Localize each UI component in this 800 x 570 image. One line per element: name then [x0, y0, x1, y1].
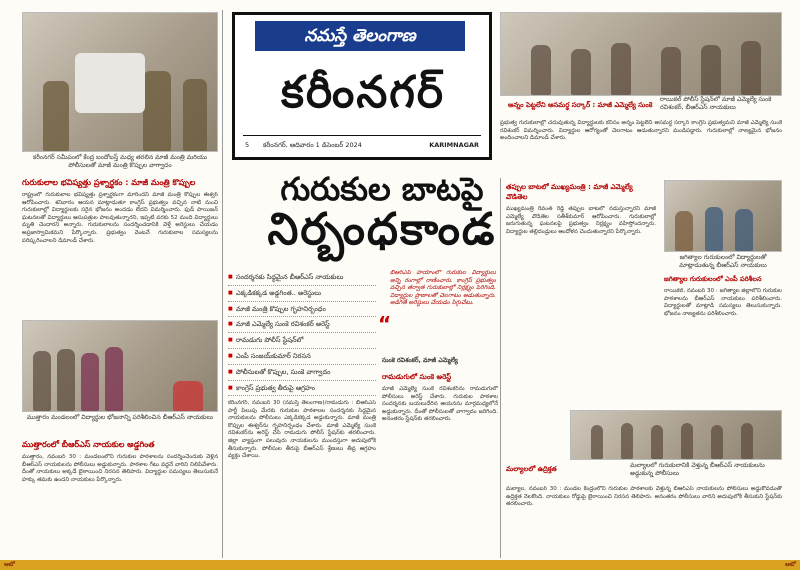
bullet-item: ■ సందర్శనకు సిద్ధమైన బీఆర్ఎస్ నాయకులు: [228, 270, 376, 286]
quote-mark: “: [378, 312, 392, 336]
column-rule-left: [222, 10, 223, 558]
photo-caption-top-right: రాయికల్ పోలీస్ స్టేషన్‌లో మాజీ ఎమ్మెల్యే సుంకె రవిశంకర్, బీఆర్ఎస్ నాయకులు: [660, 96, 772, 111]
footer-left-text: ఆటో: [4, 561, 16, 568]
headline-bottom-right: మల్యాలలో ఉద్రిక్తత: [506, 465, 557, 473]
headline-left-1: గురుకులాల భవిష్యత్తు ప్రశ్నార్థకం : మాజీ మంత్రి కొప్పుల: [22, 178, 196, 187]
headline-mid-right-2: జగిత్యాల గురుకులంలో ఎంపీ పరిశీలన: [664, 275, 762, 283]
paper-title: నమస్తే తెలంగాణ: [255, 21, 465, 51]
date-text: కరీంనగర్, ఆదివారం 1 డిసెంబర్ 2024: [263, 141, 362, 149]
footer-right-text: ఆటో: [784, 561, 796, 568]
body-right-1: ప్రభుత్వ గురుకులాల్లో చదువుతున్న విద్యార్థులకు కనీసం అన్నం పెట్టలేని అసమర్థ సర్కార్ కాంగ్రెస్ ప్రభుత్వమని మాజీ ఎమ్మెల్యే సుంకె రవిశంకర్ విమర్శించారు. విద్యార్థుల ఆరోగ్యంతో చెలగాటం ఆడుతున్నారని మండిపడ్డారు. గురుకులాల్లో నాణ్యమైన భోజనం అందించాలని డిమాండ్ చేశారు.: [500, 120, 782, 142]
body-left-1: రాష్ట్రంలో గురుకులాల భవిష్యత్తు ప్రశ్నార్థకంగా మారిందని మాజీ మంత్రి కొప్పుల ఈశ్వర్ ఆరోపించారు. శనివారం ఆయన మాట్లాడుతూ కాంగ్రెస్ ప్రభుత్వం వచ్చిన నాటి నుంచి గురుకులాల్లో విద్యార్థులకు సరైన భోజనం అందడం లేదని విమర్శించారు. ఫుడ్ పాయిజన్ ఘటనలతో విద్యార్థులు ఆసుపత్రుల పాలవుతున్నారని, ఇప్పటి వరకు 52 మంది విద్యార్థులు మృతి చెందారని అన్నారు. గురుకులాలను సందర్శించడానికి వెళ్తే అరెస్టులు చేయడం అప్రజాస్వామికమని పేర్కొన్నారు. ప్రభుత్వం వెంటనే గురుకులాల సమస్యలను పరిష్కరించాలని డిమాండ్ చేశారు.: [22, 192, 218, 244]
body-right-4: మల్యాల, నవంబర్ 30 : మండల కేంద్రంలోని గురుకుల పాఠశాలకు వెళ్తున్న బీఆర్ఎస్ నాయకులను పోలీసులు అడ్డుకోవడంతో ఉద్రిక్తత నెలకొంది. నాయకులు రోడ్డుపై బైఠాయించి నిరసన తెలిపారు. అనంతరం పోలీసులు వారిని అదుపులోకి తీసుకుని స్టేషన్‌కు తరలించారు.: [506, 486, 782, 508]
date-line: [243, 135, 481, 153]
body-right-3: రాయికల్, నవంబర్ 30 : జగిత్యాల జిల్లాలోని గురుకుల పాఠశాలను బీఆర్ఎస్ నాయకులు పరిశీలించారు. విద్యార్థులతో మాట్లాడి సమస్యలు తెలుసుకున్నారు. భోజనం నాణ్యతను పరిశీలించారు.: [664, 288, 782, 317]
headline-top-right: అన్నం పెట్టలేని అసమర్థ సర్కార్ : మాజీ ఎమ్మెల్యే సుంకె: [508, 101, 653, 109]
photo-caption-left-2: ముత్తారం మండలంలో విద్యార్థుల భోజనాన్ని పరిశీలించిన బీఆర్ఎస్ నాయకులు: [26, 414, 214, 421]
photo-jagtial-gurukul: [664, 180, 782, 252]
bullet-item: ■ మాజీ మంత్రి కొప్పుల గృహనిర్బంధం: [228, 302, 376, 318]
bullet-item: ■ ఎక్కడికక్కడ అడ్డగింత.. అరెస్టులు: [228, 286, 376, 302]
masthead: [232, 12, 492, 160]
column-rule-right: [500, 178, 501, 558]
bullet-item: ■ మాజీ ఎమ్మెల్యే సుంకె రవిశంకర్ అరెస్ట్: [228, 317, 376, 333]
bullet-item: ■ పోలీసులతో కొప్పుల, సుంకె వాగ్వాదం: [228, 365, 376, 381]
bullet-item: ■ రామడుగు పోలీస్ స్టేషన్‌లో: [228, 333, 376, 349]
quote-attribution: సుంకె రవిశంకర్, మాజీ ఎమ్మెల్యే: [382, 357, 458, 364]
main-headline-line2: నిర్బంధకాండ: [267, 204, 497, 255]
photo-malyal-police: [570, 410, 782, 460]
photo-caption-top-left: కరీంనగర్ సమీపంలో కేంద్ర బందోబస్త్ మధ్య తరలిన మాజీ మంత్రి మరియు పోలీసులతో మాజీ మంత్రి కొప్పుల వాగ్వాదం: [32, 154, 208, 169]
summary-bullets: [228, 270, 376, 396]
headline-left-2: ముత్తారంలో బీఆర్ఎస్ నాయకుల అడ్డగింత: [22, 440, 155, 449]
bullet-item: ■ కాంగ్రెస్ ప్రభుత్వ తీరుపై ఆగ్రహం: [228, 381, 376, 397]
quote-text: బీఆర్ఎస్ హయాంలో గురుకుల విద్యార్థులు అన్ని రంగాల్లో రాణించారు. కాంగ్రెస్ ప్రభుత్వం వచ్చిన తర్వాత గురుకులాల్లో నిర్లక్ష్యం పెరిగింది. విద్యార్థుల ప్రాణాలతో చెలగాటం ఆడుతున్నారు. అడిగితే అరెస్టులు చేయడం సిగ్గుచేటు.: [390, 270, 496, 307]
city-english: KARIMNAGAR: [429, 141, 479, 149]
photo-police-escort: [22, 12, 218, 152]
photo-muttaram: [22, 320, 218, 412]
body-right-2: ముఖ్యమంత్రి రేవంత్ రెడ్డి తప్పుల బాటలో నడుస్తున్నారని మాజీ ఎమ్మెల్యే వొడితెల సతీశ్‌కుమార్ ఆరోపించారు. గురుకులాల్లో జరుగుతున్న ఘటనలపై ప్రభుత్వం నిర్లక్ష్యం వహిస్తోందన్నారు. విద్యార్థుల తల్లిదండ్రులు ఆందోళన చెందుతున్నారని పేర్కొన్నారు.: [506, 206, 656, 235]
page-number: 5: [245, 141, 250, 149]
photo-caption-mid-right: జగిత్యాల గురుకులంలో విద్యార్థులతో మాట్లాడుతున్న బీఆర్ఎస్ నాయకులు: [679, 254, 767, 269]
photo-raikal-station: [500, 12, 782, 96]
city-title: కరీంనగర్: [281, 67, 445, 118]
main-headline-line1: గురుకుల బాటపై: [280, 170, 484, 208]
footer-ad-strip: [0, 560, 800, 570]
body-center-1: కరీంనగర్, నవంబర్ 30 (నమస్తే తెలంగాణ)/రామడుగు : బీఆర్ఎస్ పార్టీ పిలుపు మేరకు గురుకుల పాఠశాలల సందర్శనకు సిద్ధమైన నాయకులను పోలీసులు ఎక్కడికక్కడ అడ్డుకున్నారు. మాజీ మంత్రి కొప్పుల ఈశ్వర్‌ను గృహనిర్బంధం చేశారు. మాజీ ఎమ్మెల్యే సుంకె రవిశంకర్‌ను అరెస్ట్ చేసి రామడుగు పోలీస్ స్టేషన్‌కు తరలించారు. జిల్లా వ్యాప్తంగా పలువురు నాయకులను ముందస్తుగా అదుపులోకి తీసుకున్నారు. పోలీసుల తీరుపై బీఆర్ఎస్ శ్రేణులు తీవ్ర ఆగ్రహం వ్యక్తం చేశాయి.: [228, 400, 376, 460]
headline-center: రామడుగులో సుంకె అరెస్ట్: [382, 373, 452, 381]
body-left-2: ముత్తారం, నవంబర్ 30 : మండలంలోని గురుకుల పాఠశాలను సందర్శించేందుకు వెళ్లిన బీఆర్ఎస్ నాయకులను పోలీసులు అడ్డుకున్నారు. పాఠశాల గేటు వద్దనే వారిని నిలిపివేశారు. దీంతో నాయకులు అక్కడే బైఠాయించి నిరసన తెలిపారు. విద్యార్థుల సమస్యలు తెలుసుకునే హక్కు తమకు ఉందని నాయకులు పేర్కొన్నారు.: [22, 454, 218, 483]
photo-caption-bottom-right: మల్యాలలో గురుకులానికి వెళ్తున్న బీఆర్ఎస్ నాయకులను అడ్డుకున్న పోలీసులు: [630, 462, 765, 477]
headline-mid-right: తప్పుల బాటలో ముఖ్యమంత్రి : మాజీ ఎమ్మెల్యే వొడితెల: [506, 183, 633, 201]
body-center-2: మాజీ ఎమ్మెల్యే సుంకె రవిశంకర్‌ను రామడుగులో పోలీసులు అరెస్ట్ చేశారు. గురుకుల పాఠశాల సందర్శనకు బయలుదేరిన ఆయనను మార్గమధ్యలోనే అడ్డుకున్నారు. దీంతో పోలీసులతో వాగ్వాదం జరిగింది. అనంతరం స్టేషన్‌కు తరలించారు.: [382, 386, 498, 423]
bullet-item: ■ ఎంపీ సంజయ్‌కుమార్ నిరసన: [228, 349, 376, 365]
